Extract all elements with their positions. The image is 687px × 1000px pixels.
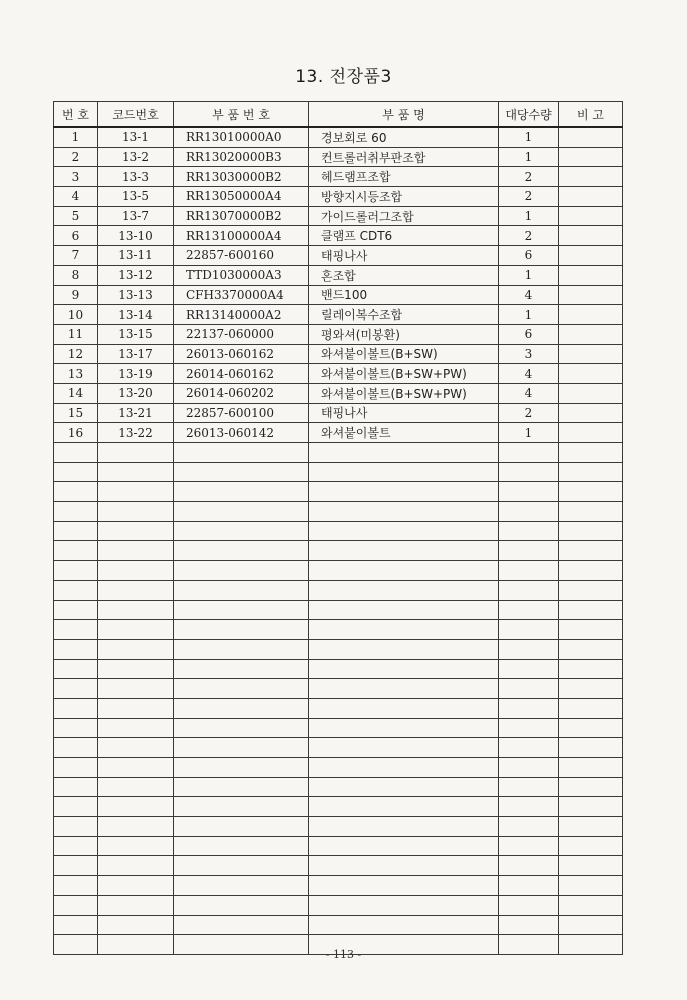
page-number: - 113 - (325, 948, 362, 961)
cell-part-name: 태핑나사 (309, 403, 499, 423)
cell-remarks (559, 462, 623, 482)
cell-code (98, 758, 174, 778)
cell-no: 4 (54, 187, 98, 207)
cell-part-name (309, 679, 499, 699)
cell-no: 15 (54, 403, 98, 423)
cell-remarks (559, 895, 623, 915)
empty-table-row (54, 777, 623, 797)
cell-part-name: 평와셔(미봉환) (309, 324, 499, 344)
cell-part-number: RR13140000A2 (174, 305, 309, 325)
cell-part-name (309, 718, 499, 738)
cell-part-name: 릴레이복수조합 (309, 305, 499, 325)
cell-part-name: 와셔붙이볼트(B+SW+PW) (309, 364, 499, 384)
cell-remarks (559, 324, 623, 344)
cell-no (54, 541, 98, 561)
cell-code (98, 659, 174, 679)
cell-code (98, 443, 174, 463)
empty-table-row (54, 639, 623, 659)
empty-table-row (54, 895, 623, 915)
cell-quantity (499, 600, 559, 620)
empty-table-row (54, 462, 623, 482)
cell-part-number (174, 718, 309, 738)
table-row (54, 344, 623, 364)
cell-remarks (559, 856, 623, 876)
cell-quantity (499, 718, 559, 738)
cell-remarks (559, 423, 623, 443)
cell-part-number: RR13070000B2 (174, 206, 309, 226)
cell-quantity (499, 856, 559, 876)
cell-part-name: 와셔붙이볼트(B+SW+PW) (309, 383, 499, 403)
cell-part-number (174, 561, 309, 581)
cell-part-name (309, 580, 499, 600)
empty-table-row (54, 856, 623, 876)
cell-part-name (309, 620, 499, 640)
cell-part-number: 22857-600160 (174, 246, 309, 266)
table-row (54, 423, 623, 443)
cell-quantity: 2 (499, 226, 559, 246)
cell-quantity (499, 777, 559, 797)
cell-remarks (559, 738, 623, 758)
cell-part-number: RR13010000A0 (174, 127, 309, 147)
cell-code: 13-20 (98, 383, 174, 403)
cell-part-name (309, 443, 499, 463)
cell-part-name (309, 521, 499, 541)
table-row (54, 226, 623, 246)
empty-table-row (54, 679, 623, 699)
empty-table-row (54, 817, 623, 837)
cell-part-number (174, 639, 309, 659)
cell-part-name: 태핑나사 (309, 246, 499, 266)
cell-remarks (559, 836, 623, 856)
cell-remarks (559, 383, 623, 403)
empty-table-row (54, 620, 623, 640)
table-row (54, 285, 623, 305)
cell-remarks (559, 797, 623, 817)
cell-code: 13-5 (98, 187, 174, 207)
cell-no: 7 (54, 246, 98, 266)
cell-no: 10 (54, 305, 98, 325)
cell-remarks (559, 482, 623, 502)
cell-no (54, 876, 98, 896)
empty-table-row (54, 561, 623, 581)
cell-quantity (499, 876, 559, 896)
cell-part-name: 클램프 CDT6 (309, 226, 499, 246)
cell-part-name (309, 561, 499, 581)
empty-table-row (54, 836, 623, 856)
cell-code (98, 580, 174, 600)
cell-part-name (309, 600, 499, 620)
cell-no: 16 (54, 423, 98, 443)
cell-quantity (499, 620, 559, 640)
cell-part-number (174, 482, 309, 502)
cell-part-number: 26014-060162 (174, 364, 309, 384)
cell-quantity (499, 797, 559, 817)
cell-quantity: 4 (499, 285, 559, 305)
cell-part-name (309, 895, 499, 915)
cell-quantity: 1 (499, 305, 559, 325)
cell-quantity (499, 679, 559, 699)
cell-quantity (499, 659, 559, 679)
cell-quantity: 4 (499, 364, 559, 384)
cell-code (98, 738, 174, 758)
empty-table-row (54, 718, 623, 738)
cell-no: 8 (54, 265, 98, 285)
cell-code: 13-19 (98, 364, 174, 384)
cell-code (98, 482, 174, 502)
cell-code: 13-7 (98, 206, 174, 226)
cell-remarks (559, 541, 623, 561)
cell-no (54, 797, 98, 817)
cell-part-name: 방향지시등조합 (309, 187, 499, 207)
cell-part-name: 경보회로 60 (309, 127, 499, 147)
empty-table-row (54, 502, 623, 522)
table-row (54, 265, 623, 285)
cell-part-number: 26013-060162 (174, 344, 309, 364)
cell-part-name (309, 738, 499, 758)
cell-remarks (559, 443, 623, 463)
empty-table-row (54, 738, 623, 758)
cell-part-number: 26014-060202 (174, 383, 309, 403)
cell-code (98, 600, 174, 620)
cell-remarks (559, 620, 623, 640)
empty-table-row (54, 443, 623, 463)
header-part-number: 부 품 번 호 (174, 102, 309, 128)
cell-code: 13-15 (98, 324, 174, 344)
cell-quantity (499, 639, 559, 659)
cell-no (54, 895, 98, 915)
empty-table-row (54, 876, 623, 896)
cell-part-name: 컨트롤러취부판조합 (309, 147, 499, 167)
cell-quantity (499, 502, 559, 522)
header-code: 코드번호 (98, 102, 174, 128)
cell-part-number (174, 856, 309, 876)
cell-part-name (309, 659, 499, 679)
cell-code (98, 561, 174, 581)
cell-no: 9 (54, 285, 98, 305)
table-row (54, 364, 623, 384)
table-body (54, 127, 623, 954)
cell-remarks (559, 915, 623, 935)
cell-remarks (559, 305, 623, 325)
empty-table-row (54, 659, 623, 679)
cell-quantity (499, 758, 559, 778)
cell-part-number: RR13050000A4 (174, 187, 309, 207)
cell-part-name (309, 698, 499, 718)
cell-part-name (309, 482, 499, 502)
cell-remarks (559, 679, 623, 699)
cell-remarks (559, 246, 623, 266)
cell-remarks (559, 561, 623, 581)
cell-code (98, 836, 174, 856)
cell-part-number (174, 580, 309, 600)
cell-part-number (174, 758, 309, 778)
cell-part-name (309, 777, 499, 797)
cell-code (98, 679, 174, 699)
cell-no (54, 718, 98, 738)
cell-no (54, 482, 98, 502)
cell-code (98, 817, 174, 837)
cell-quantity (499, 836, 559, 856)
table-row (54, 246, 623, 266)
cell-quantity: 4 (499, 383, 559, 403)
cell-part-name (309, 502, 499, 522)
cell-no (54, 443, 98, 463)
cell-code: 13-1 (98, 127, 174, 147)
cell-code (98, 620, 174, 640)
cell-remarks (559, 698, 623, 718)
page-title: 13. 전장품3 (295, 67, 392, 87)
cell-no: 2 (54, 147, 98, 167)
cell-no (54, 580, 98, 600)
table-row (54, 206, 623, 226)
cell-part-number (174, 836, 309, 856)
cell-remarks (559, 502, 623, 522)
cell-part-name: 와셔붙이볼트(B+SW) (309, 344, 499, 364)
cell-code (98, 698, 174, 718)
cell-no (54, 698, 98, 718)
cell-no (54, 679, 98, 699)
header-part-name: 부 품 명 (309, 102, 499, 128)
cell-quantity (499, 443, 559, 463)
cell-no: 12 (54, 344, 98, 364)
cell-remarks (559, 580, 623, 600)
cell-part-name (309, 915, 499, 935)
cell-no: 14 (54, 383, 98, 403)
header-no: 번 호 (54, 102, 98, 128)
cell-quantity (499, 462, 559, 482)
cell-remarks (559, 777, 623, 797)
cell-quantity: 1 (499, 127, 559, 147)
cell-code (98, 777, 174, 797)
cell-code (98, 718, 174, 738)
cell-part-number (174, 443, 309, 463)
cell-remarks (559, 521, 623, 541)
cell-no (54, 817, 98, 837)
cell-part-number (174, 915, 309, 935)
empty-table-row (54, 758, 623, 778)
cell-part-number (174, 679, 309, 699)
cell-remarks (559, 600, 623, 620)
cell-part-number: 26013-060142 (174, 423, 309, 443)
cell-quantity (499, 738, 559, 758)
cell-remarks (559, 659, 623, 679)
cell-part-number (174, 698, 309, 718)
cell-quantity: 6 (499, 246, 559, 266)
cell-part-number (174, 876, 309, 896)
cell-remarks (559, 187, 623, 207)
cell-quantity (499, 895, 559, 915)
cell-part-number (174, 895, 309, 915)
cell-code: 13-21 (98, 403, 174, 423)
empty-table-row (54, 541, 623, 561)
cell-no (54, 502, 98, 522)
cell-part-name (309, 639, 499, 659)
cell-remarks (559, 206, 623, 226)
cell-part-number (174, 817, 309, 837)
cell-no (54, 758, 98, 778)
cell-no: 5 (54, 206, 98, 226)
cell-quantity (499, 541, 559, 561)
cell-code: 13-14 (98, 305, 174, 325)
cell-quantity: 2 (499, 403, 559, 423)
cell-part-number (174, 777, 309, 797)
table-row (54, 167, 623, 187)
empty-table-row (54, 580, 623, 600)
table-row (54, 147, 623, 167)
empty-table-row (54, 797, 623, 817)
cell-part-name (309, 541, 499, 561)
cell-no: 1 (54, 127, 98, 147)
table-row (54, 403, 623, 423)
cell-part-number: RR13100000A4 (174, 226, 309, 246)
cell-remarks (559, 265, 623, 285)
cell-no (54, 856, 98, 876)
cell-part-name: 와셔붙이볼트 (309, 423, 499, 443)
cell-quantity (499, 482, 559, 502)
cell-part-number: CFH3370000A4 (174, 285, 309, 305)
cell-no: 3 (54, 167, 98, 187)
table-row (54, 324, 623, 344)
header-quantity: 대당수량 (499, 102, 559, 128)
cell-code: 13-3 (98, 167, 174, 187)
cell-no (54, 915, 98, 935)
cell-part-name: 가이드롤러그조합 (309, 206, 499, 226)
cell-code: 13-12 (98, 265, 174, 285)
table-row (54, 305, 623, 325)
cell-part-name (309, 758, 499, 778)
cell-quantity (499, 580, 559, 600)
cell-code (98, 915, 174, 935)
cell-remarks (559, 127, 623, 147)
cell-no (54, 600, 98, 620)
cell-code: 13-17 (98, 344, 174, 364)
cell-part-name (309, 797, 499, 817)
cell-no (54, 777, 98, 797)
empty-table-row (54, 482, 623, 502)
cell-quantity (499, 698, 559, 718)
cell-code: 13-10 (98, 226, 174, 246)
cell-remarks (559, 167, 623, 187)
empty-table-row (54, 521, 623, 541)
cell-part-number: RR13030000B2 (174, 167, 309, 187)
empty-table-row (54, 600, 623, 620)
table-row (54, 383, 623, 403)
cell-quantity: 1 (499, 265, 559, 285)
cell-quantity: 1 (499, 206, 559, 226)
cell-part-name (309, 836, 499, 856)
table-row (54, 127, 623, 147)
cell-code (98, 639, 174, 659)
cell-quantity: 6 (499, 324, 559, 344)
table-header-row (54, 102, 623, 128)
cell-part-number: RR13020000B3 (174, 147, 309, 167)
cell-remarks (559, 226, 623, 246)
cell-part-number (174, 620, 309, 640)
cell-part-name (309, 876, 499, 896)
cell-quantity: 2 (499, 187, 559, 207)
cell-no (54, 639, 98, 659)
cell-code (98, 876, 174, 896)
cell-remarks (559, 876, 623, 896)
cell-remarks (559, 364, 623, 384)
cell-remarks (559, 639, 623, 659)
cell-quantity: 2 (499, 167, 559, 187)
cell-code (98, 462, 174, 482)
parts-table (53, 101, 623, 955)
cell-part-number (174, 659, 309, 679)
cell-remarks (559, 147, 623, 167)
cell-no (54, 521, 98, 541)
cell-quantity: 3 (499, 344, 559, 364)
cell-part-name (309, 462, 499, 482)
cell-part-number: 22857-600100 (174, 403, 309, 423)
cell-code: 13-13 (98, 285, 174, 305)
cell-quantity: 1 (499, 423, 559, 443)
cell-part-number: 22137-060000 (174, 324, 309, 344)
cell-remarks (559, 344, 623, 364)
cell-part-name: 밴드100 (309, 285, 499, 305)
cell-part-name: 혼조합 (309, 265, 499, 285)
cell-part-number (174, 462, 309, 482)
table-row (54, 187, 623, 207)
cell-quantity (499, 521, 559, 541)
header-remarks: 비 고 (559, 102, 623, 128)
cell-code: 13-22 (98, 423, 174, 443)
cell-no (54, 561, 98, 581)
cell-remarks (559, 758, 623, 778)
cell-remarks (559, 718, 623, 738)
cell-no: 6 (54, 226, 98, 246)
cell-code: 13-11 (98, 246, 174, 266)
empty-table-row (54, 915, 623, 935)
cell-part-number (174, 521, 309, 541)
cell-code (98, 541, 174, 561)
empty-table-row (54, 698, 623, 718)
cell-remarks (559, 403, 623, 423)
cell-part-number (174, 541, 309, 561)
cell-quantity: 1 (499, 147, 559, 167)
cell-no: 11 (54, 324, 98, 344)
cell-code: 13-2 (98, 147, 174, 167)
cell-no (54, 836, 98, 856)
cell-part-number: TTD1030000A3 (174, 265, 309, 285)
cell-code (98, 797, 174, 817)
cell-code (98, 502, 174, 522)
cell-no (54, 620, 98, 640)
cell-remarks (559, 285, 623, 305)
cell-quantity (499, 561, 559, 581)
cell-part-name: 헤드램프조합 (309, 167, 499, 187)
cell-quantity (499, 817, 559, 837)
cell-code (98, 521, 174, 541)
cell-remarks (559, 817, 623, 837)
cell-part-number (174, 797, 309, 817)
cell-no (54, 738, 98, 758)
cell-part-name (309, 817, 499, 837)
cell-part-number (174, 738, 309, 758)
cell-code (98, 856, 174, 876)
cell-no (54, 659, 98, 679)
cell-no: 13 (54, 364, 98, 384)
cell-part-number (174, 502, 309, 522)
cell-quantity (499, 915, 559, 935)
cell-no (54, 462, 98, 482)
cell-part-number (174, 600, 309, 620)
cell-part-name (309, 856, 499, 876)
cell-code (98, 895, 174, 915)
